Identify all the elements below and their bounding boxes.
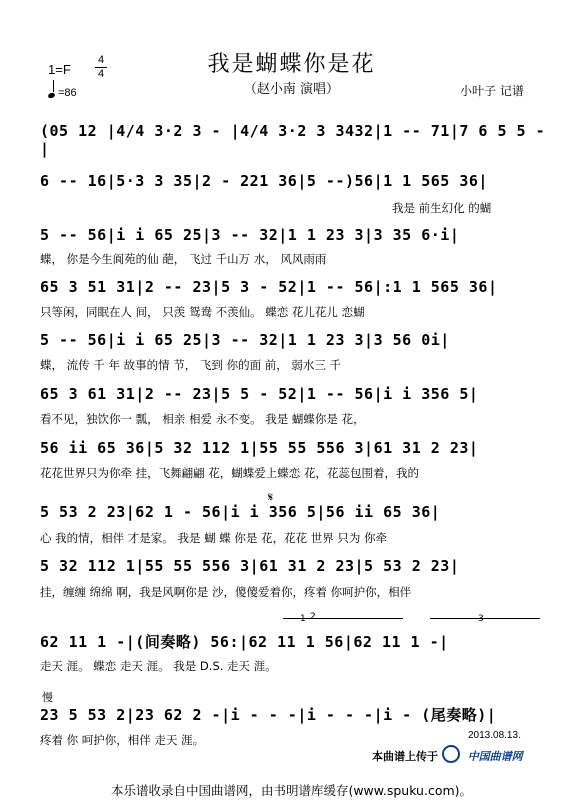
score-row-9: 5 32 112 1|55 55 556 3|61 31 2 23|5 53 2 23| [40,557,460,575]
segno-sign: 𝄋 [268,490,274,504]
score-row-11: 23 5 53 2|23 62 2 -|i - - -|i - - -|i - (尾奏略)| [40,706,497,724]
upload-prefix: 本曲谱上传于 [372,750,438,763]
lyric-line-3: 只等闲，同眠在人 间， 只羡 鸳鸯 不羡仙。 蝶恋 花儿花儿 恋蝴 [40,305,365,319]
footer-note: 本乐谱收录自中国曲谱网，由书明谱库缓存(www.spuku.com)。 [110,783,473,798]
score-row-1: (05 12 |4/4 3·2 3 - |4/4 3·2 3 3432|1 -- 71|7 6 5 5 -| [40,122,546,158]
time-bottom: 4 [97,68,105,80]
score-row-2: 6 -- 16|5·3 3 35|2 - 221 36|5 --)56|1 1 565 36| [40,172,488,190]
lyric-line-10: 疼着 你 呵护你，相伴 走天 涯。 [40,733,205,747]
score-row-5: 5 -- 56|i i 65 25|3 -- 32|1 1 23 3|3 56 0i| [40,331,450,349]
score-row-8: 5 53 2 23|62 1 - 56|i i 356 5|56 ii 65 36| [40,503,441,521]
song-title: 我是蝴蝶你是花 [207,52,376,77]
lyric-line-6: 花花世界只为你牵 挂，飞舞翩翩 花，蝴蝶爱上蝶恋 花，花蕊包围着，我的 [40,466,419,480]
lyric-line-9: 走天 涯。 蝶恋 走天 涯。 我是 D.S. 走天 涯。 [40,659,277,673]
lyric-line-7: 心 我的情，相伴 才是家。 我是 蝴 蝶 你是 花，花花 世界 只为 你牵 [40,531,388,545]
score-row-3: 5 -- 56|i i 65 25|3 -- 32|1 1 23 3|3 35 6·i| [40,226,460,244]
volta-line-2 [430,618,540,619]
lyric-line-4: 蝶， 流传 千 年 故事的情 节， 飞到 你的面 前， 弱水三 千 [40,358,342,372]
score-row-7: 56 ii 65 36|5 32 112 1|55 55 556 3|61 31 2 23| [40,439,479,457]
time-top: 4 [97,54,105,66]
volta-2-label: 2 [310,612,316,622]
lyric-line-1: 我是 前生幻化 的蝴 [392,201,492,215]
arranger-credit: 小叶子 记谱 [460,84,524,98]
score-row-4: 65 3 51 31|2 -- 23|5 3 - 52|1 -- 56|:1 1 565 36| [40,278,498,296]
transcription-date: 2013.08.13. [468,730,521,741]
score-row-10: 62 11 1 -|(间奏略) 56:|62 11 1 56|62 11 1 -| [40,633,449,651]
score-row-6: 65 3 61 31|2 -- 23|5 5 - 52|1 -- 56|i i 356 5| [40,385,479,403]
tempo-value: =86 [58,87,77,99]
volta-3-label: 3 [478,614,484,624]
site-brand: 中国曲谱网 [467,750,523,763]
lyric-line-5: 看不见，独饮你一 瓢， 相亲 相爱 永不变。 我是 蝴蝶你是 花， [40,412,365,426]
lyric-line-8: 挂，缠缠 绵绵 啊，我是风啊你是 沙，傻傻爱着你，疼着 你呵护你，相伴 [40,585,412,599]
singer-credit: （赵小南 演唱） [243,82,340,97]
lyric-line-2: 蝶， 你是今生阆苑的仙 葩， 飞过 千山万 水， 风风雨雨 [40,252,327,266]
volta-1-label: 1 [300,614,306,624]
tempo-change-label: 慢 [42,691,53,704]
key-signature: 1=F [48,62,71,77]
upload-credit [372,742,523,764]
site-logo-icon [442,745,460,763]
